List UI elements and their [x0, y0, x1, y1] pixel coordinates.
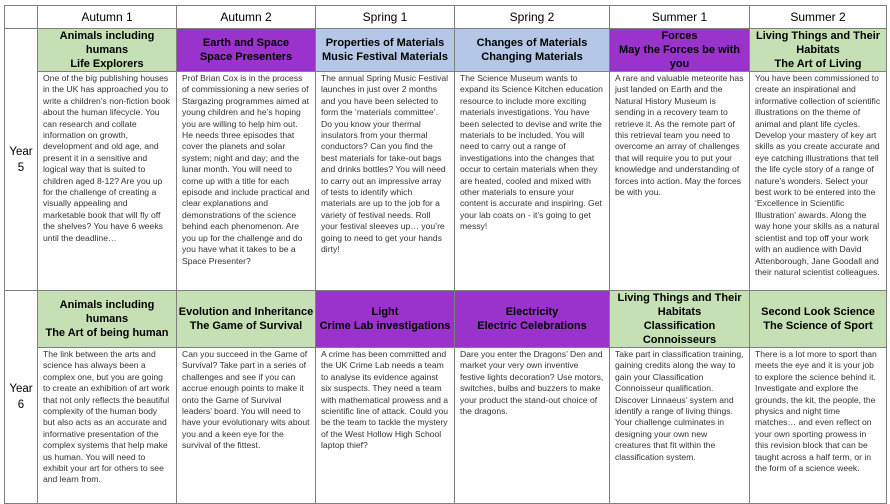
- topic-cell: [177, 72, 316, 291]
- topic-line: May the Forces be with you: [618, 44, 741, 70]
- topic-title: [38, 291, 177, 348]
- topic-cell: [38, 348, 177, 504]
- topic-title: [455, 291, 610, 348]
- topic-line: The Art of Living: [774, 58, 862, 70]
- topic-description: Take part in classification training, gaining credits along the way to gain your Classification Connoisseur qualification. Discover Linnaeus’ system and identify a range of living things. Your challenge culminates in designing your own new creatures that fit within the classification system.: [615, 349, 744, 462]
- year-label: [5, 291, 38, 504]
- topic-line: Habitats: [796, 44, 840, 56]
- year-word: Year: [9, 145, 33, 158]
- topic-title: [316, 29, 455, 72]
- year-number: 6: [17, 399, 25, 411]
- topic-line: Electricity: [505, 306, 559, 318]
- topic-line: Life Explorers: [70, 58, 144, 70]
- topic-description: The link between the arts and science has always been a complex one, but you are going to create an exhibition of art work that not only reflects the beautiful complexity of the human body but also acts as an accurate and informative presentation of the complex systems that help make us human. You will need to exhibit your art for others to see and learn from.: [43, 349, 170, 485]
- topic-line: Second Look Science: [761, 306, 875, 318]
- topic-cell: [455, 72, 610, 291]
- topic-line: Crime Lab investigations: [319, 320, 451, 332]
- column-header: Autumn 2: [177, 6, 316, 29]
- topic-title: [38, 29, 177, 72]
- column-header: Autumn 1: [38, 6, 177, 29]
- topic-description: Dare you enter the Dragons’ Den and market your very own inventive festive lights decoration? Use motors, switches, bulbs and buzzers to make your product the stand-out choice of the dragons.: [460, 349, 604, 417]
- topic-line: Properties of Materials: [325, 37, 445, 49]
- topic-line: Animals including humans: [59, 299, 155, 325]
- topic-title: [750, 291, 887, 348]
- topic-line: Forces: [661, 30, 698, 42]
- topic-line: The Science of Sport: [763, 320, 873, 332]
- topic-title: [750, 29, 887, 72]
- topic-cell: [316, 72, 455, 291]
- topic-line: The Art of being human: [45, 327, 169, 339]
- topic-line: Classification Connoisseurs: [642, 320, 717, 346]
- topic-row-year-6: [5, 291, 887, 348]
- column-header: Spring 2: [455, 6, 610, 29]
- year-word: Year: [9, 383, 33, 395]
- topic-description: A crime has been committed and the UK Crime Lab needs a team to analyse its evidence against six suspects. They need a team with mathematical prowess and a scientific line of attack. Could you be the team to tackle the mystery of the West Hollow High School laptop thief?: [321, 349, 449, 451]
- topic-line: Habitats: [657, 306, 702, 318]
- topic-line: Changing Materials: [481, 51, 583, 63]
- topic-line: Electric Celebrations: [477, 320, 587, 332]
- topic-cell: [455, 348, 610, 504]
- topic-description: You have been commissioned to create an inspirational and informative collection of scientific illustrations on the theme of animal and plant life cycles. Develop your mastery of key art skills as you create accurate and eye catching illustrations that tell the life cycle story of a range of nature’s wonders. Select your best work to be entered into the ‘Excellence in Scientific Illustration’ awards. Along the way hone your skills as a natural scientist and top off your work with an audience with David Attenborough, Jane Goodall and their natural scientist colleagues.: [755, 73, 881, 277]
- header-row: [5, 6, 887, 29]
- topic-line: Evolution and Inheritance: [178, 306, 314, 318]
- topic-line: Light: [371, 306, 399, 318]
- topic-description: Can you succeed in the Game of Survival? Take part in a series of challenges and see if you can accrue enough points to make it onto the Game of Survival leaders’ board. You will need to have your evolutionary wits about you and a keen eye for the survival of the fittest.: [182, 349, 310, 451]
- year-label: [5, 29, 38, 291]
- topic-description: A rare and valuable meteorite has just landed on Earth and the Natural History Museum is sending in a recovery team to retrieve it. As the remote part of this retrieval team you need to overcome an array of challenges that will require you to put your knowledge and understanding of forces into action. May the forces be with you.: [615, 73, 744, 198]
- curriculum-table: [4, 5, 887, 504]
- topic-cell: [177, 348, 316, 504]
- topic-description: The Science Museum wants to expand its Science Kitchen education resource to include more exciting materials investigations. You have been selected to devise and write the materials to be included. You will need to carry out a range of investigations into the changes that occur to certain materials when they are heated, cooled and mixed with other materials to ensure your content is accurate and inspiring. Get your lab coats on - it’s going to get messy!: [460, 73, 603, 232]
- topic-title: [316, 291, 455, 348]
- topic-cell: [610, 348, 750, 504]
- topic-row-year-5: [5, 29, 887, 72]
- topic-cell: [750, 348, 887, 504]
- body-row-year-5: [5, 72, 887, 291]
- topic-description: The annual Spring Music Festival launches in just over 2 months and you have been selected to form the ‘materials committee’. Do you know your thermal insulators from your thermal conductors? Can you find the best materials for take-out bags and drinks bottles? You will need to carry out an impressive array of tests to identify which materials are up to the job for a variety of festival needs. Roll your festival sleeves up… you’re going to need to get your hands dirty!: [321, 73, 449, 255]
- topic-description: There is a lot more to sport than meets the eye and it is your job to explore the science behind it. Investigate and explore the grounds, the kit, the people, the physics and night time matches… and even reflect on your own sporting prowess in this revision block that can be taught across a half term, or in the form of a science week.: [755, 349, 877, 474]
- column-header: Summer 1: [610, 6, 750, 29]
- body-row-year-6: [5, 348, 887, 504]
- topic-description: Prof Brian Cox is in the process of commissioning a new series of Stargazing programmes aimed at young children and he’s hoping you are willing to help him out. He needs three episodes that cover the planets and solar system; night and day; and the lunar month. You will need to come up with a title for each episode and include practical and clear explanations and demonstrations of the science behind each phenomenon. Are you up for the challenge and do you have what it takes to be a Space Presenter?: [182, 73, 310, 266]
- column-header: Summer 2: [750, 6, 887, 29]
- topic-title: [177, 291, 316, 348]
- topic-line: Living Things and Their: [755, 30, 881, 42]
- topic-line: Music Festival Materials: [322, 51, 448, 63]
- topic-line: The Game of Survival: [189, 320, 303, 332]
- topic-cell: [316, 348, 455, 504]
- year-number: 5: [17, 161, 25, 174]
- topic-title: [610, 291, 750, 348]
- topic-cell: [610, 72, 750, 291]
- topic-line: Earth and Space: [202, 37, 290, 49]
- topic-line: Living Things and Their: [617, 292, 742, 304]
- topic-line: Animals including humans: [59, 30, 155, 56]
- topic-cell: [38, 72, 177, 291]
- topic-description: One of the big publishing houses in the UK has approached you to write a children’s non-fiction book about the human lifecycle. You can research and collate information on growth, development and old age, and present it in a sensitive and logical way that is suited to children aged 8-12? Are you up for the challenge of creating a visually appealing and marketable book that will fly off the shelves? You have 6 weeks until the deadline…: [43, 73, 170, 243]
- topic-title: [455, 29, 610, 72]
- corner-cell: [5, 6, 38, 29]
- topic-line: Changes of Materials: [476, 37, 588, 49]
- column-header: Spring 1: [316, 6, 455, 29]
- topic-cell: [750, 72, 887, 291]
- topic-line: Space Presenters: [199, 51, 293, 63]
- topic-title: [177, 29, 316, 72]
- topic-title: [610, 29, 750, 72]
